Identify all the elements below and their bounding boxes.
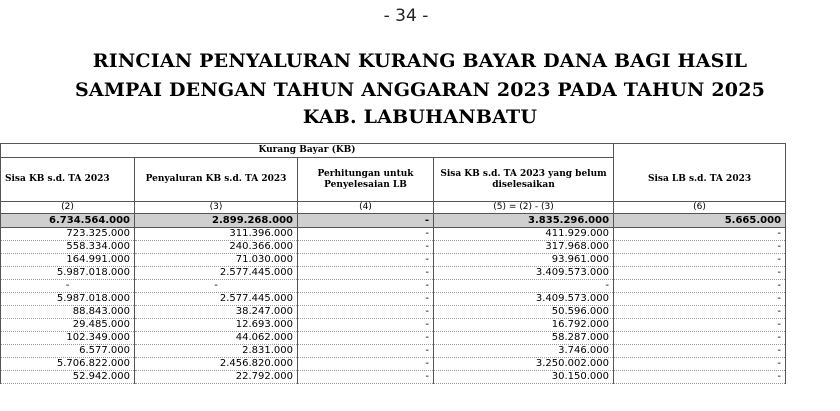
table-row [1,241,786,254]
table-cell: 558.334.000 [1,241,135,254]
table-cell: 58.287.000 [434,332,614,345]
table-cell: - [614,241,786,254]
table-cell: - [298,371,434,384]
table-cell: - [298,228,434,241]
table-cell: - [614,319,786,332]
total-cell: 6.734.564.000 [1,214,135,228]
table-cell: 2.831.000 [135,345,298,358]
table-cell: - [614,332,786,345]
page-number: - 34 - [383,6,429,26]
table-row [1,228,786,241]
table-cell: - [614,293,786,306]
table-cell: 5.706.822.000 [1,358,135,371]
title-line-2: SAMPAI DENGAN TAHUN ANGGARAN 2023 PADA TAHUN 2025 [74,79,766,101]
table-cell: 5.987.018.000 [1,267,135,280]
table-cell: 311.396.000 [135,228,298,241]
table-cell: 317.968.000 [434,241,614,254]
table-cell: - [434,280,614,293]
col-header-sisa-kb: Sisa KB s.d. TA 2023 [1,158,135,202]
table-row [1,319,786,332]
table-cell: - [135,280,298,293]
table-cell: 6.577.000 [1,345,135,358]
table-cell: - [298,293,434,306]
table-cell: 723.325.000 [1,228,135,241]
table-row [1,371,786,384]
table-cell: - [614,358,786,371]
table-cell: 16.792.000 [434,319,614,332]
total-cell: 2.899.268.000 [135,214,298,228]
table-cell: - [298,345,434,358]
col-header-sisa-lb: Sisa LB s.d. TA 2023 [614,158,786,202]
table-cell: 3.409.573.000 [434,267,614,280]
col-number: (6) [614,202,786,214]
table-cell: 5.987.018.000 [1,293,135,306]
table-row [1,267,786,280]
table-cell: 29.485.000 [1,319,135,332]
table-cell: 2.577.445.000 [135,267,298,280]
table-cell: - [298,267,434,280]
table-cell: 93.961.000 [434,254,614,267]
table-row [1,280,786,293]
table-cell: 30.150.000 [434,371,614,384]
table-cell: - [614,371,786,384]
total-cell: 3.835.296.000 [434,214,614,228]
table-cell: - [298,319,434,332]
table-cell: - [298,358,434,371]
table-row [1,332,786,345]
table-cell: - [614,306,786,319]
table-cell: 411.929.000 [434,228,614,241]
col-number: (3) [135,202,298,214]
group-header-blank [614,144,786,158]
table-cell: 12.693.000 [135,319,298,332]
table-cell: 240.366.000 [135,241,298,254]
table-cell: - [298,332,434,345]
col-header-penyaluran-kb: Penyaluran KB s.d. TA 2023 [135,158,298,202]
table-cell: - [298,241,434,254]
table-cell: 3.250.002.000 [434,358,614,371]
table-cell: 50.596.000 [434,306,614,319]
table-cell: 164.991.000 [1,254,135,267]
table-cell: - [298,280,434,293]
table-cell: - [1,280,135,293]
col-number: (5) = (2) - (3) [434,202,614,214]
table-cell: 102.349.000 [1,332,135,345]
table-cell: 22.792.000 [135,371,298,384]
table-cell: 2.577.445.000 [135,293,298,306]
table-row [1,306,786,319]
table-cell: 38.247.000 [135,306,298,319]
title-line-3: KAB. LABUHANBATU [302,106,538,128]
table-row [1,345,786,358]
col-header-sisa-kb-belum: Sisa KB s.d. TA 2023 yang belum diselesaikan [434,158,614,202]
table-cell: - [614,254,786,267]
table-row [1,358,786,371]
total-cell: - [298,214,434,228]
table-cell: - [298,306,434,319]
table-cell: 52.942.000 [1,371,135,384]
title-line-1: RINCIAN PENYALURAN KURANG BAYAR DANA BAGI HASIL [92,50,748,72]
table-cell: 2.456.820.000 [135,358,298,371]
kb-table [0,143,786,384]
col-number: (4) [298,202,434,214]
table-cell: 88.843.000 [1,306,135,319]
table-cell: - [614,280,786,293]
table-row [1,254,786,267]
total-row [1,214,786,228]
table-cell: 3.746.000 [434,345,614,358]
table-cell: 71.030.000 [135,254,298,267]
table-cell: 44.062.000 [135,332,298,345]
table-row [1,293,786,306]
table-cell: - [614,267,786,280]
table-cell: 3.409.573.000 [434,293,614,306]
table-cell: - [614,228,786,241]
group-header-kb: Kurang Bayar (KB) [1,144,614,158]
total-cell: 5.665.000 [614,214,786,228]
col-header-perhitungan-lb: Perhitungan untuk Penyelesaian LB [298,158,434,202]
col-number: (2) [1,202,135,214]
table-cell: - [614,345,786,358]
table-cell: - [298,254,434,267]
